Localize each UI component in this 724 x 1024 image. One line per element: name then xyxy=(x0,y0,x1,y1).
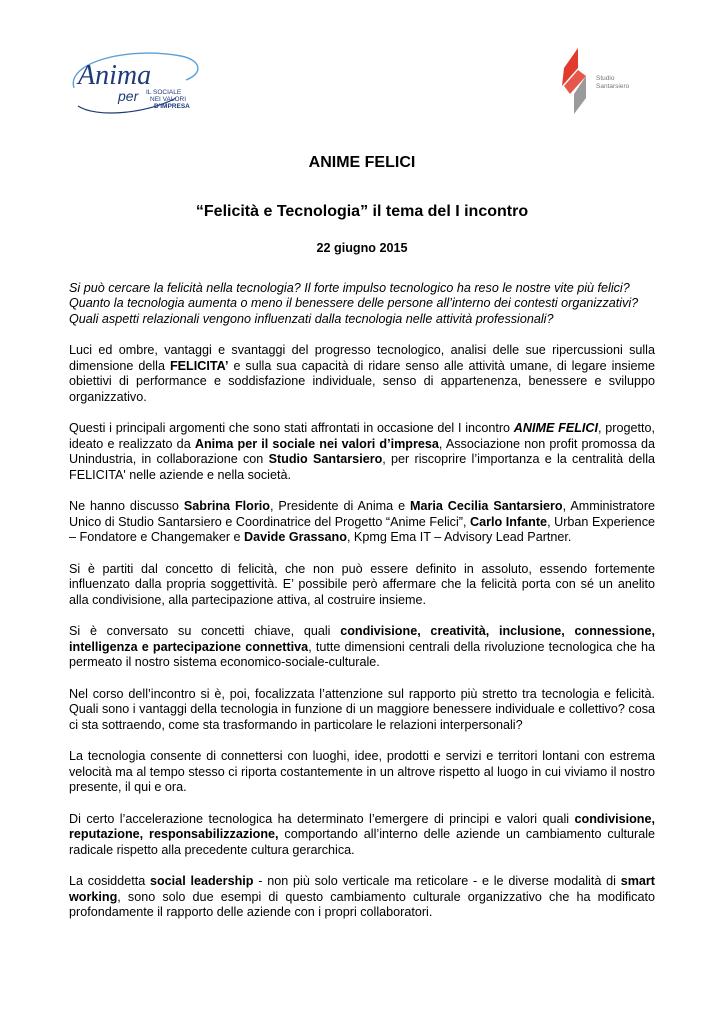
paragraph-2: Questi i principali argomenti che sono stati affrontati in occasione del I incontro ANIME FELICI, progetto, ideato e realizzato da Anima per il sociale nei valori d’impresa, Associazione non profit promossa da Unindustria, in collaborazione con Studio Santarsiero, per riscoprire l’importanza e la centralità della FELICITA' nelle aziende e nella società. xyxy=(69,421,655,482)
document-subtitle: “Felicità e Tecnologia” il tema del I incontro xyxy=(195,202,529,220)
anima-tagline-2: NEI VALORI xyxy=(150,96,187,103)
paragraph-6: Nel corso dell’incontro si è, poi, focalizzata l’attenzione sul rapporto più stretto tra tecnologia e felicità. Quali sono i vantaggi della tecnologia in funzione di un maggiore benessere individuale e collettivo? cosa ci sta sottraendo, come sta trasformando in particolare le relazioni interpersonali? xyxy=(69,686,655,732)
document-body xyxy=(69,155,655,921)
paragraph-9: La cosiddetta social leadership - non più solo verticale ma reticolare - e le diverse modalità di smart working, sono solo due esempi di questo cambiamento culturale organizzativo che ha modificato profondamente il rapporto delle aziende con i propri collaboratori. xyxy=(69,874,655,919)
studio-logo-text-2: Santarsiero xyxy=(596,83,630,90)
anima-tagline-3: D'IMPRESA xyxy=(154,103,190,110)
anima-logo xyxy=(66,48,206,118)
intro-paragraph: Si può cercare la felicità nella tecnologia? Il forte impulso tecnologico ha reso le nostre vite più felici? Quanto la tecnologia aumenta o meno il benessere delle persone all’interno dei contesti organizzativi? Quali aspetti relazionali vengono influenzati dalla tecnologia nelle attività professionali? xyxy=(69,280,639,326)
paragraph-4: Si è partiti dal concetto di felicità, che non può essere definito in assoluto, essendo fortemente influenzato dalla propria soggettività. E’ possibile però affermare che la felicità porta con sé un anelito alla condivisione, alla partecipazione attiva, al costruire insieme. xyxy=(69,561,655,607)
document-title: ANIME FELICI xyxy=(308,154,416,171)
paragraph-1: Luci ed ombre, vantaggi e svantaggi del progresso tecnologico, analisi delle sue ripercussioni sulla dimensione della FELICITA’ e sulla sua capacità di ridare senso alle attività umane, di legare insieme obiettivi di performance e soddisfazione individuale, senso di appartenenza, benessere e sviluppo organizzativo. xyxy=(69,343,656,404)
document-date: 22 giugno 2015 xyxy=(316,241,408,255)
paragraph-7: La tecnologia consente di connettersi con luoghi, idee, prodotti e servizi e territori lontani con estrema velocità ma al tempo stesso ci riporta costantemente in un altrove rispetto al luogo in cui viviamo il nostro presente, il qui e ora. xyxy=(69,749,655,794)
studio-logo-text-1: Studio xyxy=(596,75,615,82)
paragraph-5: Si è conversato su concetti chiave, quali condivisione, creatività, inclusione, connessione, intelligenza e partecipazione connettiva, tutte dimensioni centrali della rivoluzione tecnologica che ha permeato il nostro sistema economico-sociale-culturale. xyxy=(69,624,655,669)
anima-logo-text: Anima xyxy=(78,60,152,91)
paragraph-8: Di certo l’accelerazione tecnologica ha determinato l’emergere di principi e valori quali condivisione, reputazione, responsabilizzazione, comportando all’interno delle aziende un cambiamento culturale radicale rispetto alla precedente cultura gerarchica. xyxy=(69,811,656,857)
anima-logo-per: per xyxy=(118,88,139,104)
paragraph-3: Ne hanno discusso Sabrina Florio, Presidente di Anima e Maria Cecilia Santarsiero, Amministratore Unico di Studio Santarsiero e Coordinatrice del Progetto “Anime Felici”, Carlo Infante, Urban Experience – Fondatore e Changemaker e Davide Grassano, Kpmg Ema IT – Advisory Lead Partner. xyxy=(69,499,656,544)
studio-santarsiero-logo xyxy=(556,46,666,116)
page-header xyxy=(0,0,724,130)
anima-tagline-1: IL SOCIALE xyxy=(146,89,182,96)
